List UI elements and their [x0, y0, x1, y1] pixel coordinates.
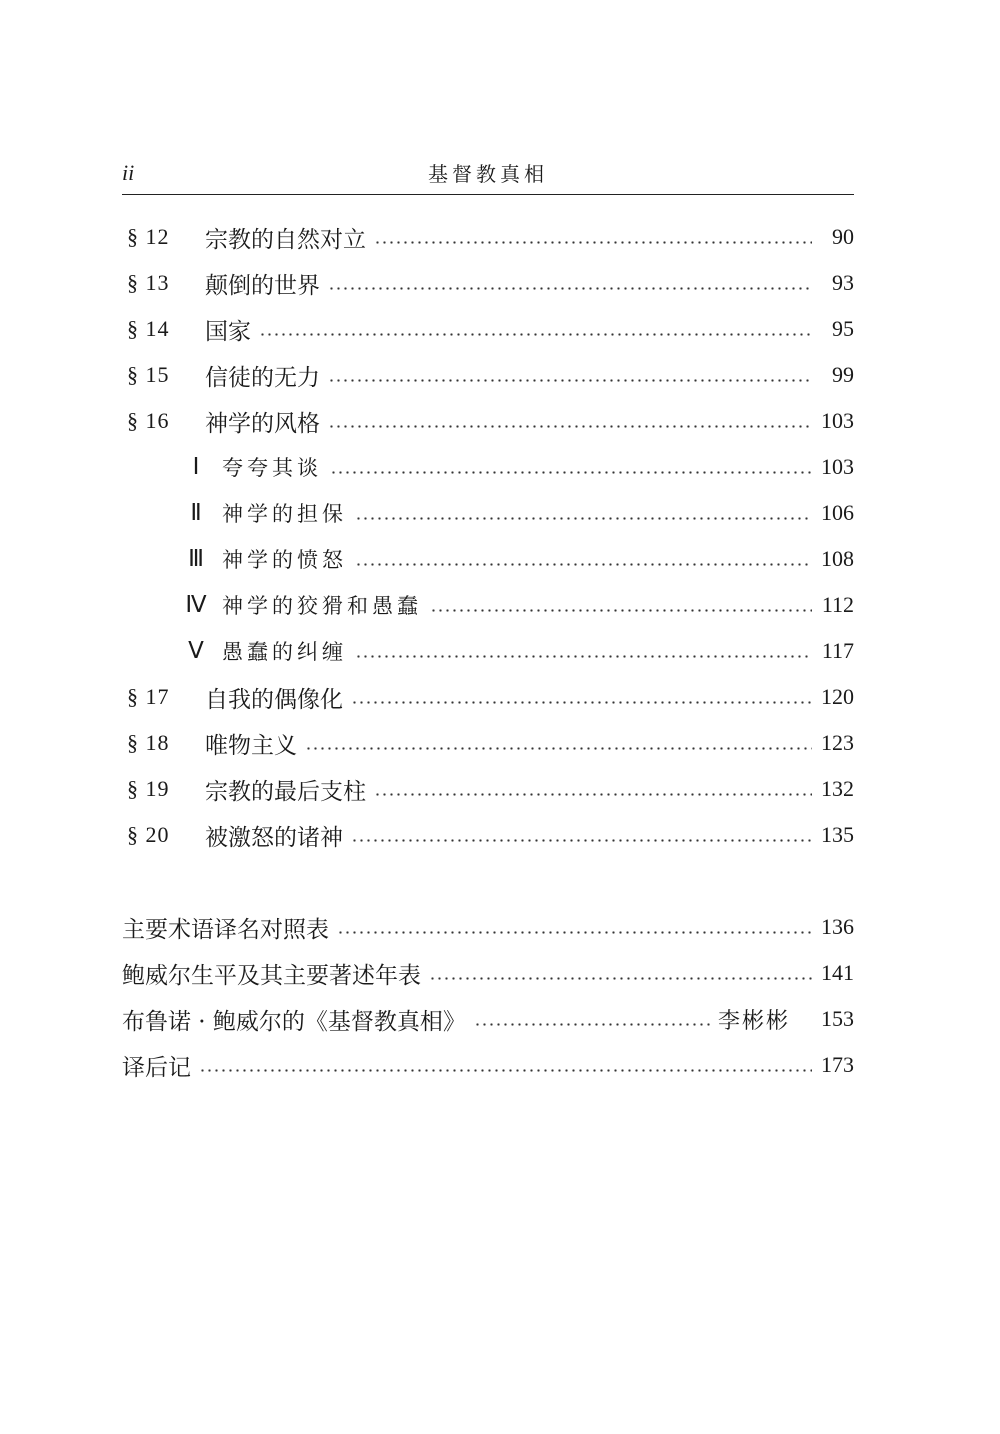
section-number: § 15	[127, 362, 170, 387]
section-number: § 13	[127, 270, 170, 295]
toc-entry-chronology[interactable]	[122, 950, 854, 996]
dot-leader	[374, 793, 812, 796]
dot-leader	[199, 1069, 812, 1072]
page-number: 112	[821, 592, 854, 617]
entry-author: 李彬彬	[717, 1008, 790, 1034]
entry-title: 唯物主义	[205, 732, 297, 759]
toc-subentry-5[interactable]	[122, 628, 854, 674]
entry-title: 神学的担保	[222, 502, 347, 526]
entry-title: 布鲁诺 · 鲍威尔的《基督教真相》	[122, 1008, 466, 1035]
dot-leader	[259, 333, 812, 336]
dot-leader	[355, 655, 812, 658]
page-folio: ii	[122, 160, 135, 185]
section-number: § 17	[127, 684, 170, 709]
dot-leader	[330, 471, 812, 474]
roman-numeral: Ⅰ	[192, 454, 200, 479]
toc-subentry-4[interactable]	[122, 582, 854, 628]
page-number: 103	[821, 454, 854, 479]
dot-leader	[474, 1023, 710, 1026]
entry-title: 神学的风格	[205, 410, 320, 437]
entry-title: 宗教的最后支柱	[205, 778, 366, 805]
entry-title: 鲍威尔生平及其主要著述年表	[122, 962, 421, 989]
page-number: 123	[821, 730, 854, 755]
toc-entry-glossary[interactable]	[122, 904, 854, 950]
toc-entry-section-15[interactable]	[122, 352, 854, 398]
dot-leader	[337, 931, 812, 934]
page-number: 99	[832, 362, 854, 387]
table-of-contents	[122, 214, 854, 1088]
toc-subentry-1[interactable]	[122, 444, 854, 490]
page-number: 106	[821, 500, 854, 525]
entry-title: 国家	[205, 318, 251, 345]
page-number: 103	[821, 408, 854, 433]
section-number: § 20	[127, 822, 170, 847]
page-number: 95	[832, 316, 854, 341]
dot-leader	[328, 379, 812, 382]
roman-numeral: Ⅱ	[190, 500, 202, 525]
toc-entry-afterword[interactable]	[122, 1042, 854, 1088]
toc-entry-section-19[interactable]	[122, 766, 854, 812]
toc-subentry-2[interactable]	[122, 490, 854, 536]
entry-title: 信徒的无力	[205, 364, 320, 391]
section-number: § 14	[127, 316, 170, 341]
entry-title: 主要术语译名对照表	[122, 916, 329, 943]
page-number: 93	[832, 270, 854, 295]
dot-leader	[328, 287, 812, 290]
entry-title: 颠倒的世界	[205, 272, 320, 299]
dot-leader	[355, 563, 812, 566]
dot-leader	[351, 701, 812, 704]
entry-title: 宗教的自然对立	[205, 226, 366, 253]
dot-leader	[328, 425, 812, 428]
toc-entry-section-13[interactable]	[122, 260, 854, 306]
dot-leader	[374, 241, 812, 244]
entry-title: 自我的偶像化	[205, 686, 343, 713]
page-number: 136	[821, 914, 854, 939]
page-number: 90	[832, 224, 854, 249]
section-gap	[122, 858, 854, 904]
toc-entry-section-16[interactable]	[122, 398, 854, 444]
entry-title: 被激怒的诸神	[205, 824, 343, 851]
page-number: 173	[821, 1052, 854, 1077]
entry-title: 愚蠢的纠缠	[222, 640, 347, 664]
toc-entry-section-12[interactable]	[122, 214, 854, 260]
section-number: § 12	[127, 224, 170, 249]
entry-title: 夸夸其谈	[222, 456, 322, 480]
toc-entry-essay[interactable]	[122, 996, 854, 1042]
entry-title: 神学的愤怒	[222, 548, 347, 572]
roman-numeral: Ⅲ	[188, 546, 204, 571]
dot-leader	[430, 609, 812, 612]
running-title: 基督教真相	[428, 162, 548, 186]
dot-leader	[351, 839, 812, 842]
toc-entry-section-14[interactable]	[122, 306, 854, 352]
section-number: § 18	[127, 730, 170, 755]
page-number: 120	[821, 684, 854, 709]
page-number: 108	[821, 546, 854, 571]
toc-entry-section-17[interactable]	[122, 674, 854, 720]
section-number: § 19	[127, 776, 170, 801]
dot-leader	[429, 977, 812, 980]
page-number: 153	[821, 1006, 854, 1031]
toc-entry-section-18[interactable]	[122, 720, 854, 766]
entry-title: 译后记	[122, 1054, 191, 1081]
toc-entry-section-20[interactable]	[122, 812, 854, 858]
page-number: 135	[821, 822, 854, 847]
entry-title: 神学的狡猾和愚蠢	[222, 594, 422, 618]
running-header	[122, 150, 854, 195]
toc-subentry-3[interactable]	[122, 536, 854, 582]
section-number: § 16	[127, 408, 170, 433]
page-number: 141	[821, 960, 854, 985]
dot-leader	[305, 747, 812, 750]
dot-leader	[355, 517, 812, 520]
roman-numeral: Ⅳ	[185, 592, 207, 617]
page-number: 132	[821, 776, 854, 801]
page-number: 117	[821, 638, 854, 663]
roman-numeral: Ⅴ	[188, 638, 204, 663]
